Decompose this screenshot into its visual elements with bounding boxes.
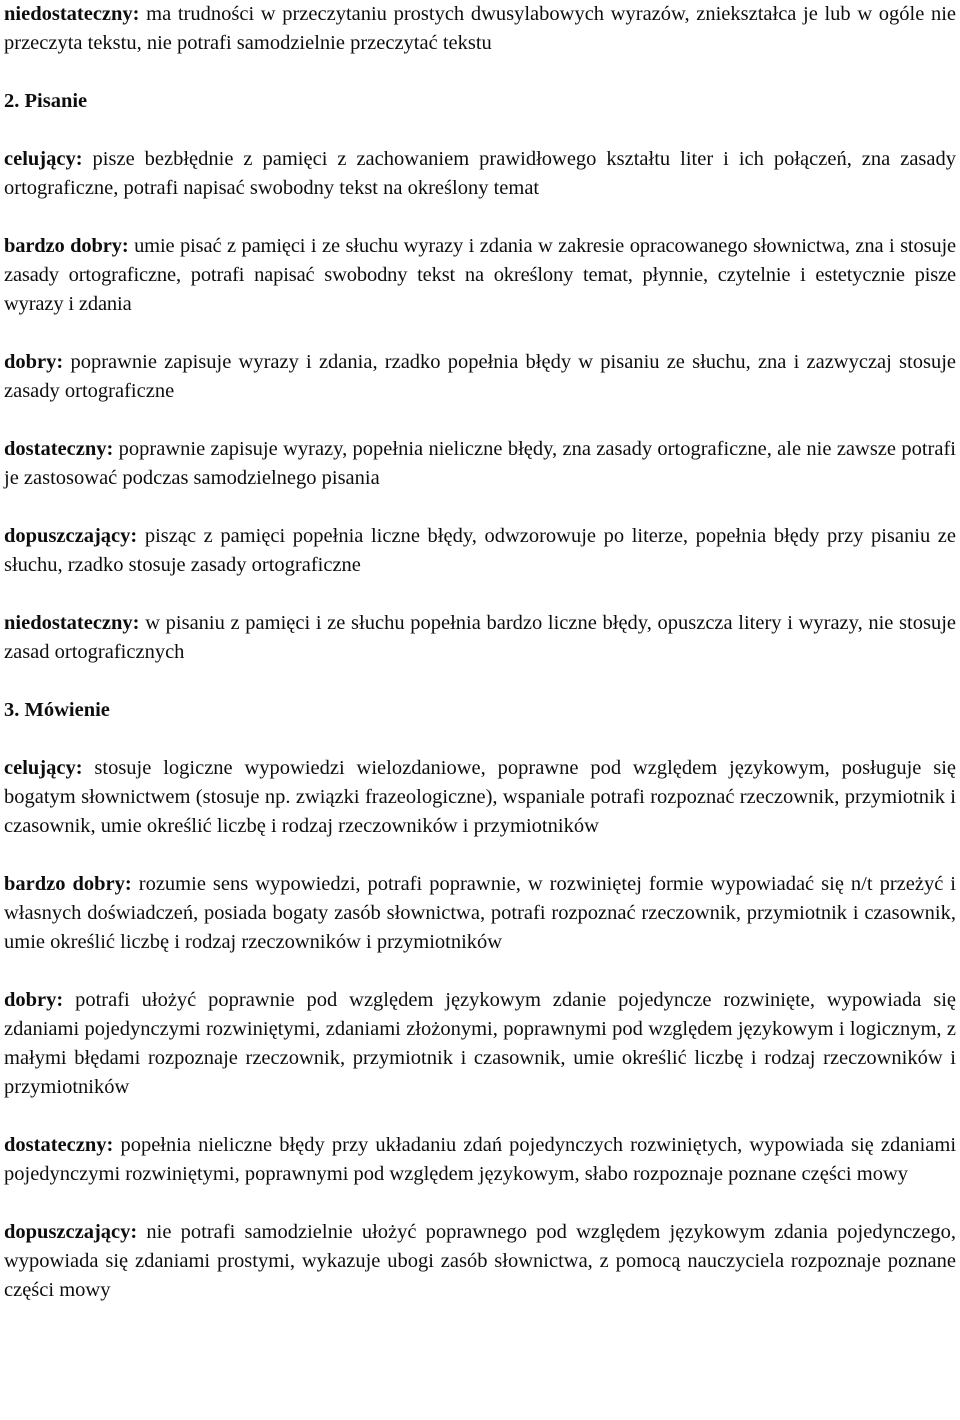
grade-label: niedostateczny: <box>4 612 140 634</box>
grade-description: pisze bezbłędnie z pamięci z zachowaniem prawidłowego kształtu liter i ich połączeń, zna zasady ortograficzne, potrafi napisać swobodny tekst na określony temat <box>4 148 957 199</box>
grade-label: bardzo dobry: <box>4 235 129 257</box>
grade-description: poprawnie zapisuje wyrazy i zdania, rzadko popełnia błędy w pisaniu ze słuchu, zna i zazwyczaj stosuje zasady ortograficzne <box>4 351 956 402</box>
criterion-writing-celujacy <box>4 145 956 203</box>
grade-description: nie potrafi samodzielnie ułożyć poprawnego pod względem językowym zdania pojedynczego, wypowiada się zdaniami prostymi, wykazuje ubogi zasób słownictwa, z pomocą nauczyciela rozpoznaje poznane części mowy <box>4 1221 956 1301</box>
grade-description: umie pisać z pamięci i ze słuchu wyrazy i zdania w zakresie opracowanego słownictwa, zna i stosuje zasady ortograficzne, potrafi napisać swobodny tekst na określony temat, płynnie, czytelnie i estetycznie pisze wyrazy i zdania <box>4 235 956 315</box>
grade-label: dostateczny: <box>4 438 114 460</box>
criterion-speaking-bardzo-dobry <box>4 870 956 957</box>
grade-description: popełnia nieliczne błędy przy układaniu zdań pojedynczych rozwiniętych, wypowiada się zdaniami pojedynczymi rozwiniętymi, poprawnymi pod względem językowym, słabo rozpoznaje poznane części mowy <box>4 1134 957 1185</box>
criterion-speaking-celujacy <box>4 754 956 841</box>
grade-label: celujący: <box>4 757 83 779</box>
criterion-speaking-dostateczny <box>4 1131 956 1189</box>
criterion-writing-bardzo-dobry <box>4 232 956 319</box>
section-heading-mowienie: 3. Mówienie <box>4 699 110 721</box>
criterion-reading-niedostateczny <box>4 0 956 58</box>
grade-label: dopuszczający: <box>4 525 138 547</box>
grade-label: bardzo dobry: <box>4 873 132 895</box>
criterion-writing-niedostateczny <box>4 609 956 667</box>
criterion-writing-dopuszczajacy <box>4 522 956 580</box>
criterion-speaking-dopuszczajacy <box>4 1218 956 1305</box>
grade-description: stosuje logiczne wypowiedzi wielozdaniowe, poprawne pod względem językowym, posługuje się bogatym słownictwem (stosuje np. związki frazeologiczne), wspaniale potrafi rozpoznać rzeczownik, przymiotnik i czasownik, umie określić liczbę i rodzaj rzeczowników i przymiotników <box>4 757 956 837</box>
grade-description: potrafi ułożyć poprawnie pod względem językowym zdanie pojedyncze rozwinięte, wypowiada się zdaniami pojedynczymi rozwiniętymi, zdaniami złożonymi, poprawnymi pod względem językowym i logicznym, z małymi błędami rozpoznaje rzeczownik, przymiotnik i czasownik, umie określić liczbę i rodzaj rzeczowników i przymiotników <box>4 989 956 1098</box>
criterion-writing-dostateczny <box>4 435 956 493</box>
criterion-writing-dobry <box>4 348 956 406</box>
grade-label: dobry: <box>4 989 64 1011</box>
grade-description: ma trudności w przeczytaniu prostych dwusylabowych wyrazów, zniekształca je lub w ogóle nie przeczyta tekstu, nie potrafi samodzielnie przeczytać tekstu <box>4 3 956 54</box>
grade-label: celujący: <box>4 148 83 170</box>
grade-description: w pisaniu z pamięci i ze słuchu popełnia bardzo liczne błędy, opuszcza litery i wyrazy, nie stosuje zasad ortograficznych <box>4 612 956 663</box>
grade-description: rozumie sens wypowiedzi, potrafi poprawnie, w rozwiniętej formie wypowiadać się n/t przeżyć i własnych doświadczeń, posiada bogaty zasób słownictwa, potrafi rozpoznać rzeczownik, przymiotnik i czasownik, umie określić liczbę i rodzaj rzeczowników i przymiotników <box>4 873 956 953</box>
criterion-speaking-dobry <box>4 986 956 1102</box>
grade-description: pisząc z pamięci popełnia liczne błędy, odwzorowuje po literze, popełnia błędy przy pisaniu ze słuchu, rzadko stosuje zasady ortograficzne <box>4 525 956 576</box>
grade-label: dobry: <box>4 351 64 373</box>
grade-label: dostateczny: <box>4 1134 114 1156</box>
section-heading-pisanie: 2. Pisanie <box>4 90 88 112</box>
grade-description: poprawnie zapisuje wyrazy, popełnia nieliczne błędy, zna zasady ortograficzne, ale nie zawsze potrafi je zastosować podczas samodzielnego pisania <box>4 438 956 489</box>
grade-label: niedostateczny: <box>4 3 140 25</box>
grade-label: dopuszczający: <box>4 1221 138 1243</box>
